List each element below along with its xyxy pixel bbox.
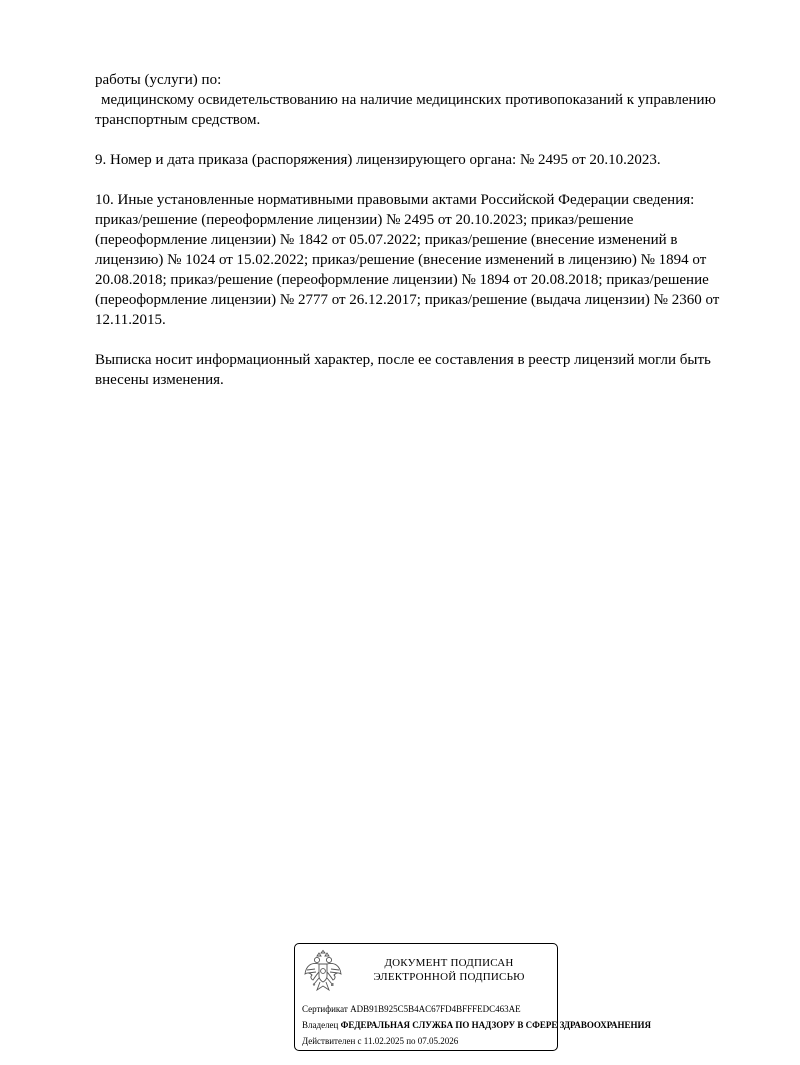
text-line: приказ/решение (переоформление лицензии) № 2495 от 20.10.2023; приказ/решение: [95, 212, 634, 228]
electronic-signature-stamp: [294, 943, 652, 1051]
text-line: (переоформление лицензии) № 2777 от 26.12.2017; приказ/решение (выдача лицензии) № 2360 от: [95, 292, 720, 308]
stamp-title: [349, 956, 549, 984]
stamp-title-line: ЭЛЕКТРОННОЙ ПОДПИСЬЮ: [373, 971, 525, 983]
stamp-info: [302, 1001, 651, 1049]
section-10-other-info: [95, 190, 770, 330]
text-line: 9. Номер и дата приказа (распоряжения) лицензирующего органа: № 2495 от 20.10.2023.: [95, 152, 661, 168]
double-headed-eagle-emblem-icon: [303, 950, 343, 994]
text-line: 10. Иные установленные нормативными правовыми актами Российской Федерации сведения:: [95, 192, 695, 208]
certificate-row: [302, 1001, 651, 1017]
section-8-tail: [95, 70, 770, 130]
certificate-value: ADB91B925C5B4AC67FD4BFFFEDC463AE: [350, 1004, 521, 1014]
certificate-label: Сертификат: [302, 1004, 351, 1014]
document-body: [95, 70, 770, 410]
text-line: внесены изменения.: [95, 372, 224, 388]
text-line: 20.08.2018; приказ/решение (переоформление лицензии) № 1894 от 20.08.2018; приказ/решение: [95, 272, 709, 288]
text-line: Выписка носит информационный характер, после ее составления в реестр лицензий могли быть: [95, 352, 711, 368]
owner-label: Владелец: [302, 1020, 341, 1030]
section-9-order-number: [95, 150, 770, 170]
stamp-title-line: ДОКУМЕНТ ПОДПИСАН: [384, 957, 514, 969]
owner-value: ФЕДЕРАЛЬНАЯ СЛУЖБА ПО НАДЗОРУ В СФЕРЕ ЗДРАВООХРАНЕНИЯ: [340, 1020, 652, 1030]
text-line: медицинскому освидетельствованию на наличие медицинских противопоказаний к управлению: [101, 92, 716, 108]
text-line: (переоформление лицензии) № 1842 от 05.07.2022; приказ/решение (внесение изменений в: [95, 232, 678, 248]
disclaimer: [95, 350, 770, 390]
owner-row: [302, 1017, 651, 1033]
text-line: лицензию) № 1024 от 15.02.2022; приказ/решение (внесение изменений в лицензию) № 1894 от: [95, 252, 707, 268]
text-line: транспортным средством.: [95, 112, 261, 128]
text-line: работы (услуги) по:: [95, 72, 222, 88]
validity-row: Действителен с 11.02.2025 по 07.05.2026: [302, 1036, 459, 1046]
text-line: 12.11.2015.: [95, 312, 166, 328]
